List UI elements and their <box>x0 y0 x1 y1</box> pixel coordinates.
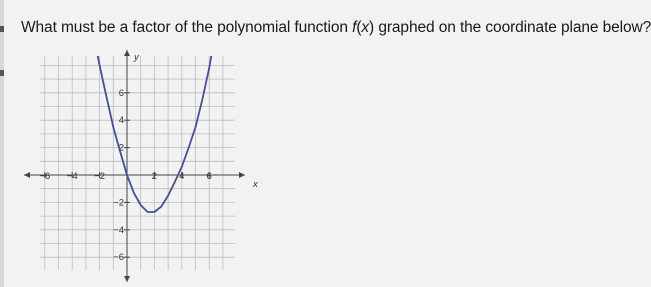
question-text-before: What must be a factor of the polynomial function <box>21 19 353 36</box>
y-axis-arrow-up <box>124 50 130 56</box>
x-tick-label: −6 <box>39 171 51 182</box>
y-tick-label: 6 <box>118 87 124 99</box>
y-tick-label: 4 <box>118 115 124 127</box>
y-tick-label: −4 <box>113 224 124 236</box>
function-name: f <box>352 19 357 36</box>
y-tick-label: 2 <box>118 142 124 154</box>
y-tick-label: −6 <box>113 252 124 264</box>
paren-open: ( <box>356 19 362 36</box>
x-tick-label: 2 <box>151 171 158 182</box>
x-axis-label: x <box>253 179 258 190</box>
paren-close: ) <box>369 19 375 36</box>
x-tick-label: 6 <box>206 171 212 182</box>
y-tick-label: −2 <box>113 197 124 209</box>
function-variable: x <box>361 19 370 36</box>
y-axis-arrow-down <box>124 276 130 282</box>
x-axis-arrow-right <box>239 172 245 178</box>
x-tick-label: −4 <box>66 171 78 182</box>
x-axis-arrow-left <box>24 172 30 178</box>
x-tick-label: 4 <box>179 171 185 182</box>
question-text-after: graphed on the coordinate plane below? <box>374 19 651 36</box>
x-tick-label: −2 <box>94 171 106 182</box>
y-axis-label: y <box>134 52 139 63</box>
